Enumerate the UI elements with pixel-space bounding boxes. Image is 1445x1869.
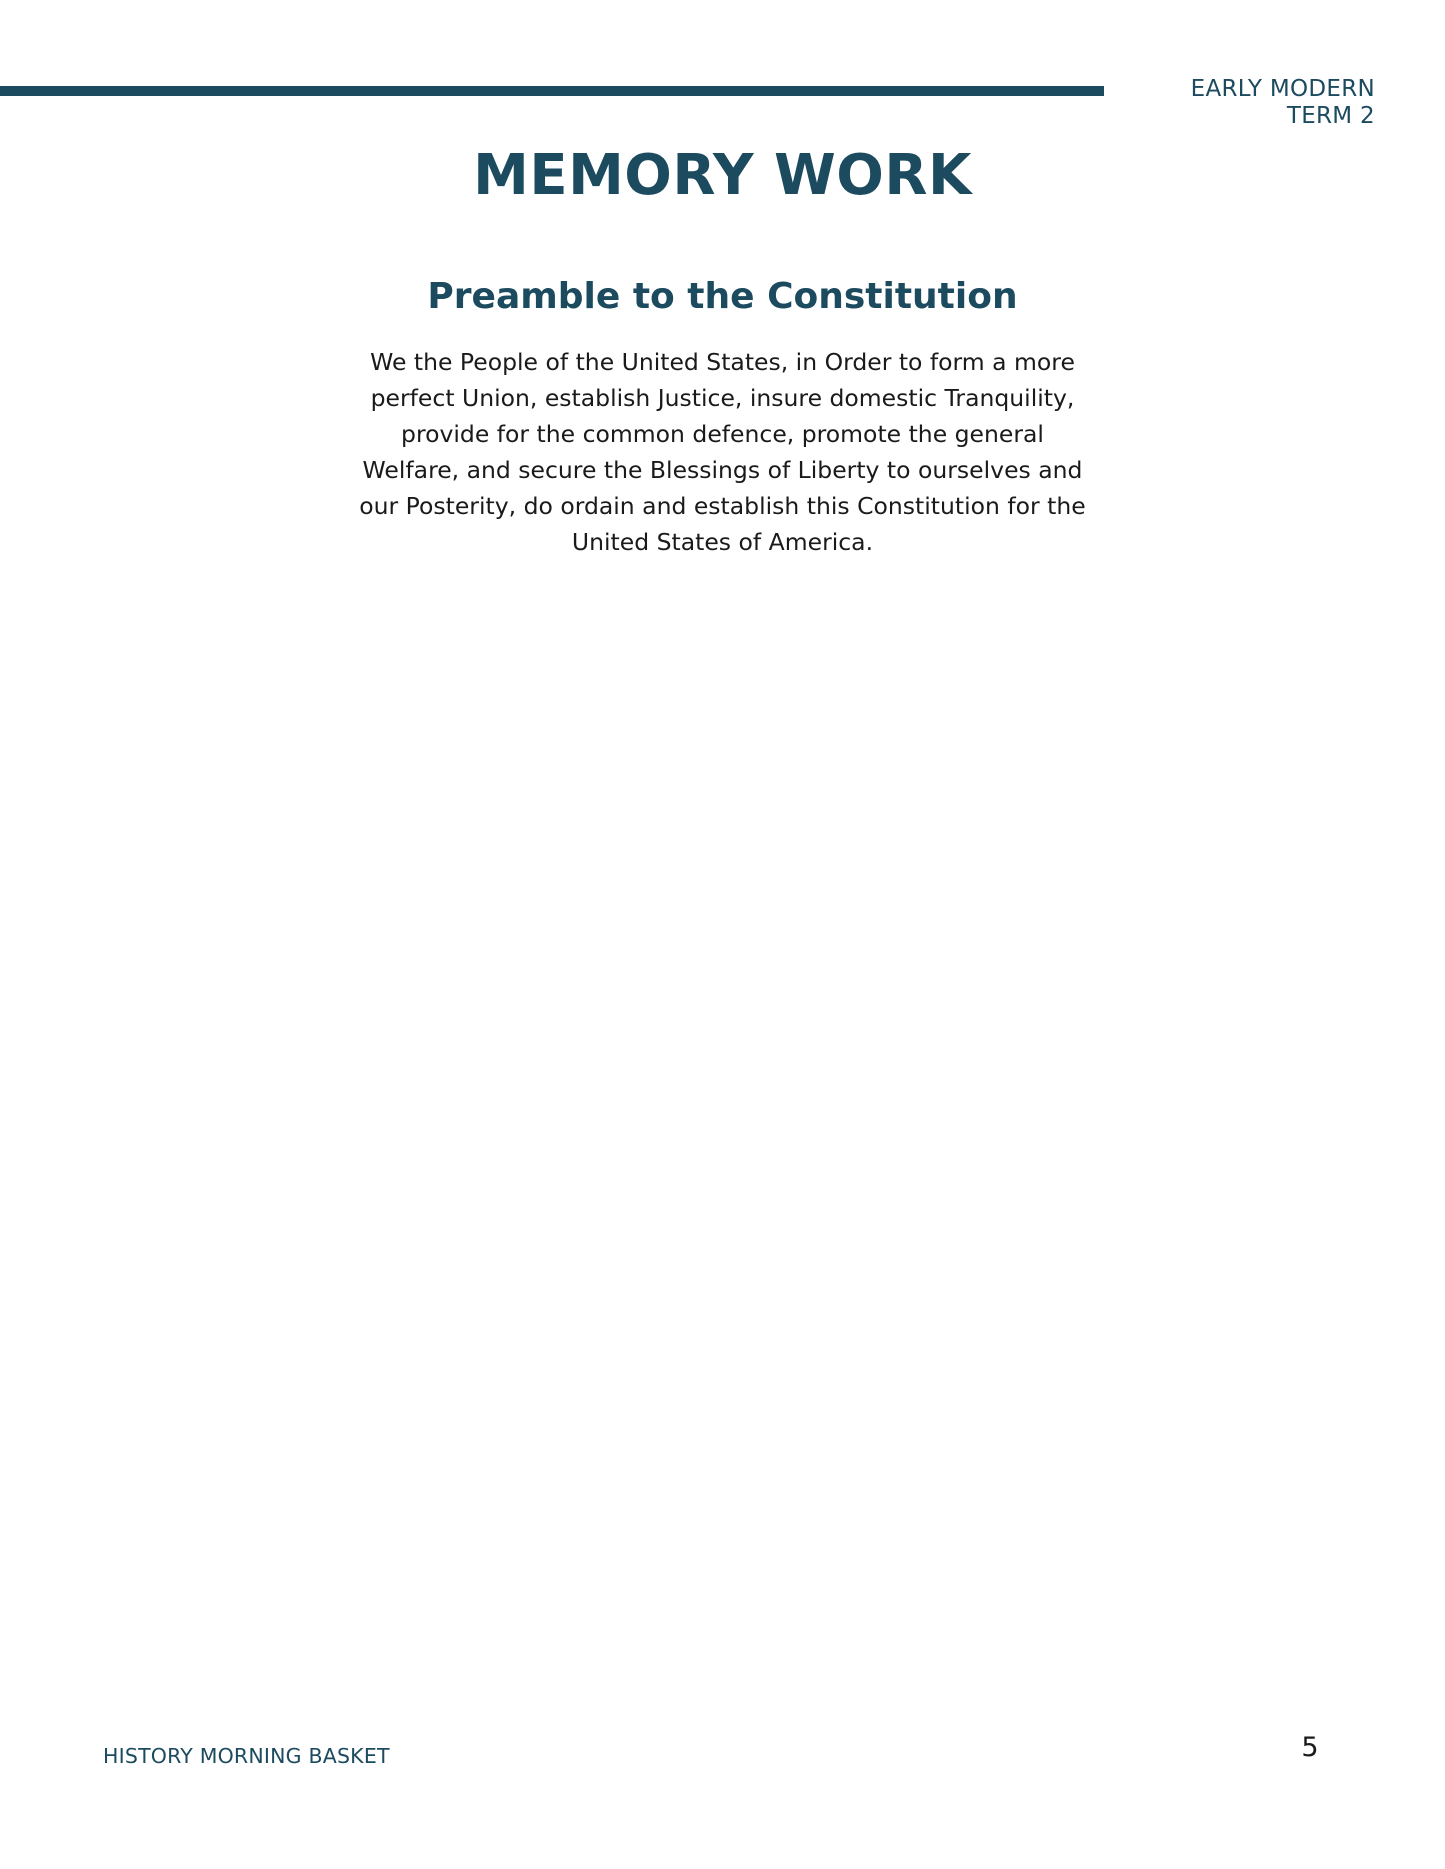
header-rule [0,86,1104,96]
page-number: 5 [1301,1732,1319,1763]
preamble-text [340,344,1105,560]
preamble-line: We the People of the United States, in Order to form a more [370,348,1075,376]
header-tag-line-2: TERM 2 [1286,103,1375,129]
preamble-line: perfect Union, establish Justice, insure domestic Tranquility, [370,384,1075,412]
page-title: MEMORY WORK [473,143,972,208]
preamble-line: United States of America. [571,528,874,556]
preamble-line: our Posterity, do ordain and establish this Constitution for the [359,492,1086,520]
footer-label: HISTORY MORNING BASKET [103,1744,390,1768]
section-title: Preamble to the Constitution [427,276,1018,317]
preamble-line: provide for the common defence, promote the general [401,420,1044,448]
header-tag-line-1: EARLY MODERN [1190,76,1375,102]
preamble-line: Welfare, and secure the Blessings of Liberty to ourselves and [362,456,1083,484]
header-tag [1191,76,1375,130]
